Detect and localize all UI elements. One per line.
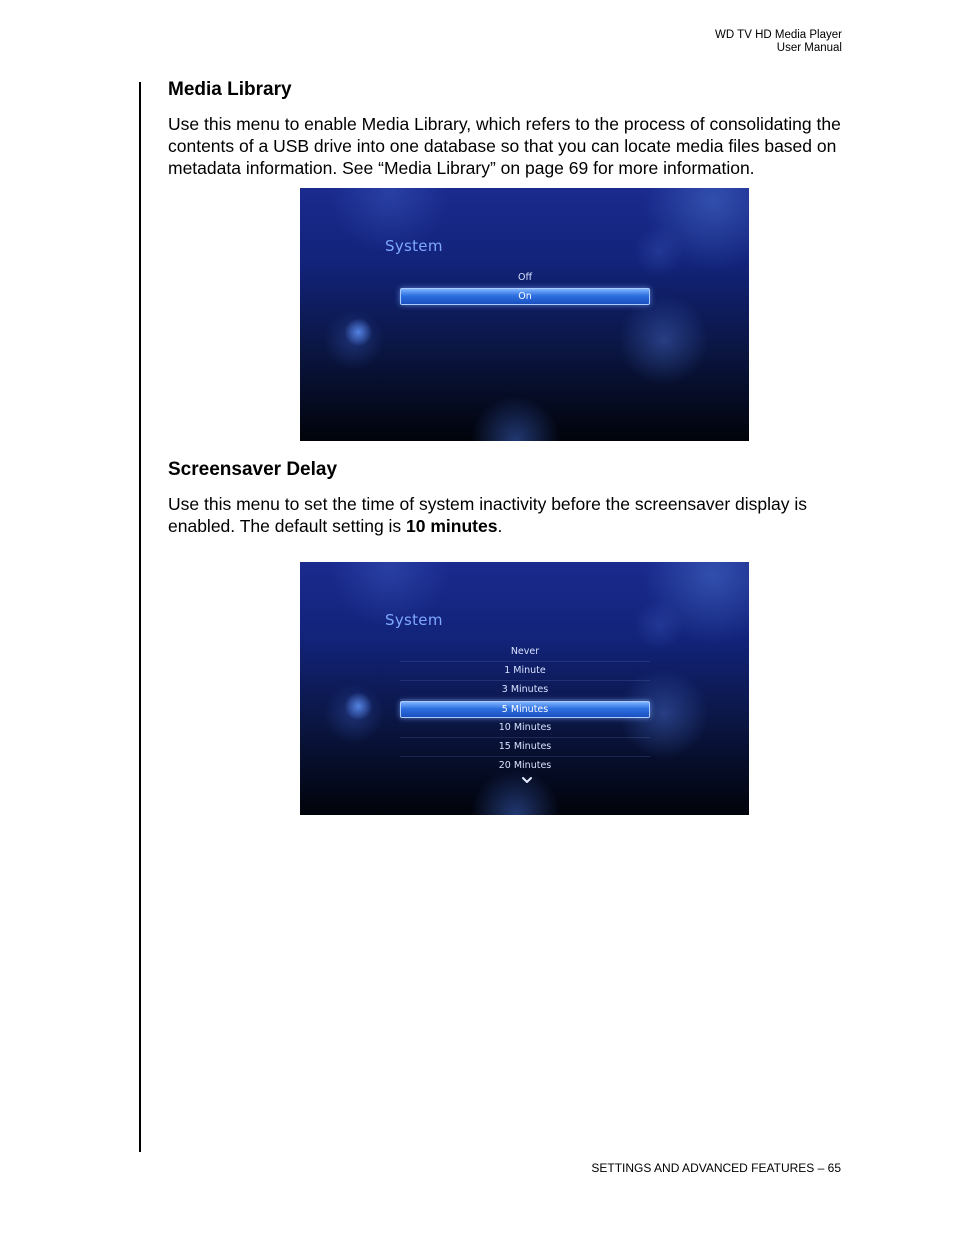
section-title-media-library: Media Library (168, 79, 292, 100)
option-off[interactable]: Off (517, 272, 533, 283)
option-list (400, 643, 650, 775)
screenshot-screensaver-delay-menu (300, 562, 749, 815)
page-footer: SETTINGS AND ADVANCED FEATURES – 65 (591, 1161, 841, 1175)
option-3-minutes[interactable]: 3 Minutes (400, 681, 650, 700)
header-product-name: WD TV HD Media Player (715, 29, 842, 41)
default-setting-value: 10 minutes (406, 516, 498, 536)
chevron-down-icon[interactable] (520, 775, 534, 785)
option-1-minute[interactable]: 1 Minute (400, 662, 650, 681)
option-list (400, 269, 650, 306)
page-header (715, 29, 842, 55)
section-title-screensaver-delay: Screensaver Delay (168, 459, 338, 480)
menu-title: System (385, 611, 443, 629)
option-10-minutes[interactable]: 10 Minutes (400, 719, 650, 738)
option-never[interactable]: Never (400, 643, 650, 662)
body-text-lead: Use this menu to set the time of system inactivity before the screensaver display is enabled. The default setting is (168, 494, 808, 536)
section-body-media-library: Use this menu to enable Media Library, which refers to the process of consolidating the contents of a USB drive into one database so that you can locate media files based on metadata information. See “Media Library” on page 69 for more information. (168, 114, 841, 178)
margin-rule (139, 82, 141, 1152)
section-body-screensaver-delay (168, 493, 858, 537)
option-5-minutes-selected[interactable]: 5 Minutes (400, 701, 650, 718)
menu-title: System (385, 237, 443, 255)
option-on-selected[interactable]: On (400, 288, 650, 305)
option-20-minutes[interactable]: 20 Minutes (498, 760, 552, 771)
screenshot-media-library-menu (300, 188, 749, 441)
option-15-minutes[interactable]: 15 Minutes (400, 738, 650, 757)
header-document-type: User Manual (776, 42, 842, 54)
body-text-end: . (497, 516, 503, 536)
